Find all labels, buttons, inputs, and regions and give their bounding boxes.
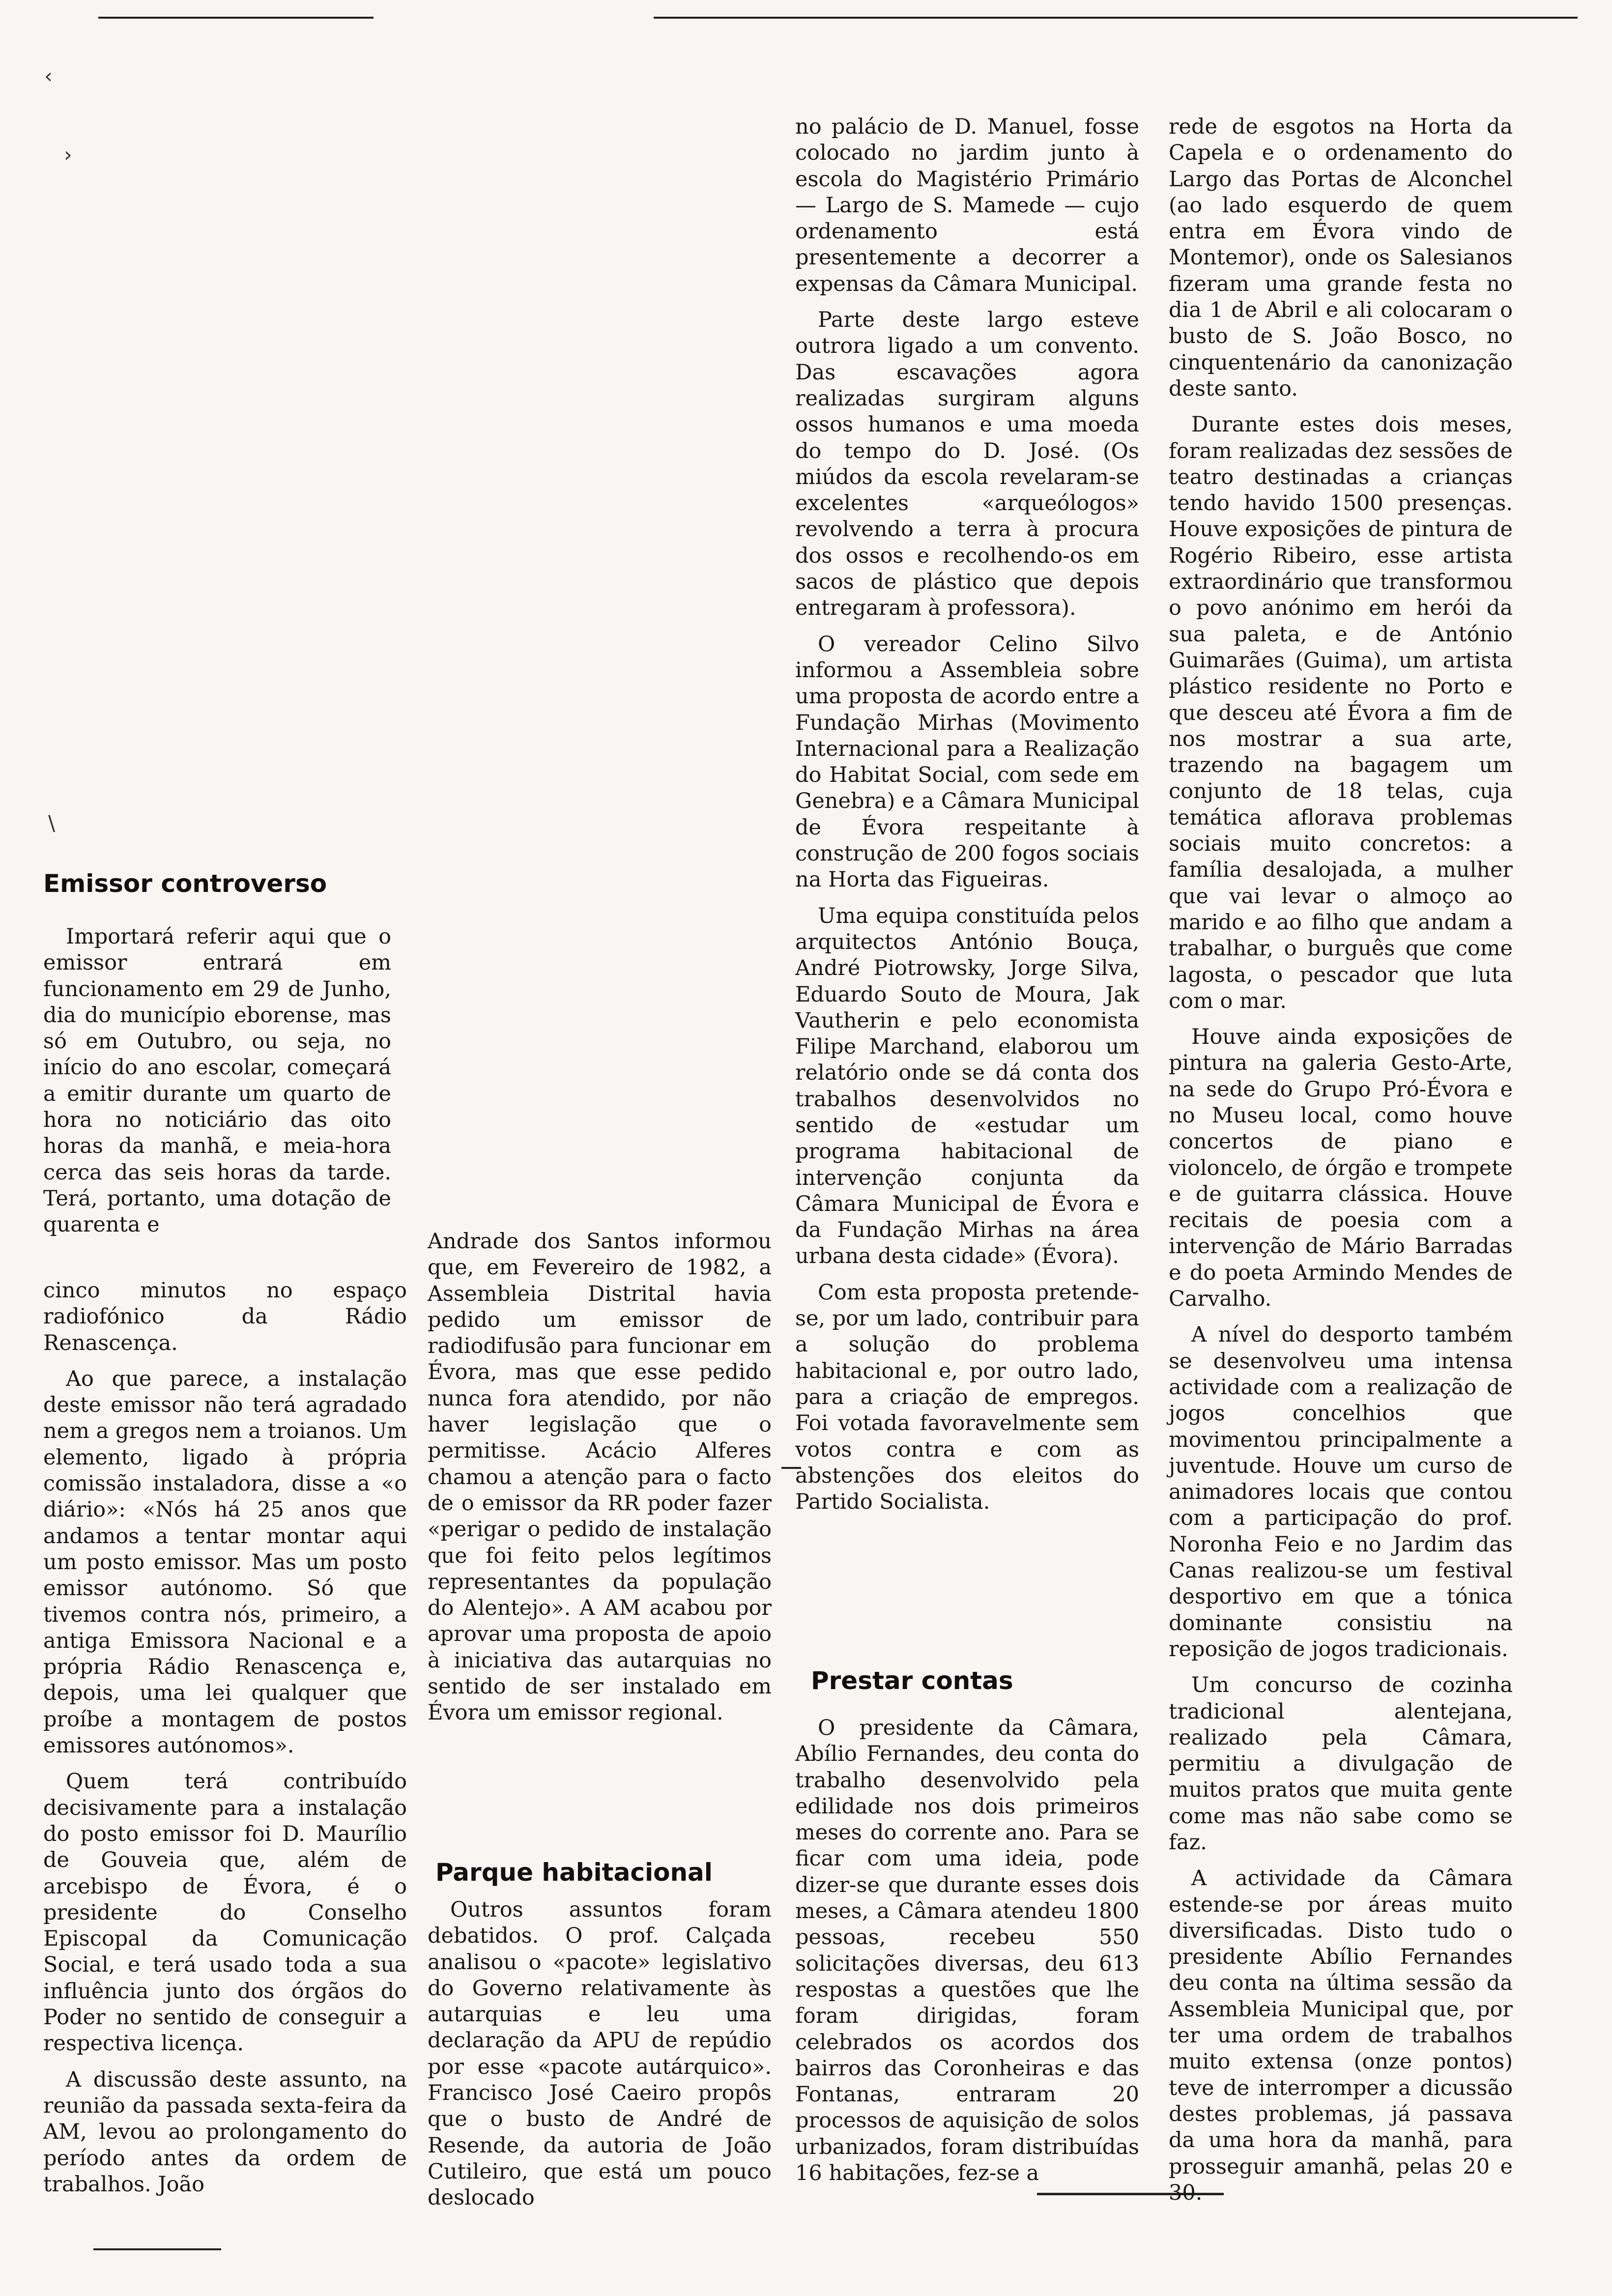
column-2-bottom — [428, 1897, 772, 2221]
paragraph: Houve ainda exposições de pintura na galeria Gesto-Arte, na sede do Grupo Pró-Évora e no Museu local, como houve concertos de piano e violoncelo, de órgão e trompete e de guitarra clássica. Houve recitais de poesia com a intervenção de Mário Barradas e do poeta Armindo Mendes de Carvalho. — [1169, 1025, 1513, 1312]
paragraph: Uma equipa constituída pelos arquitectos António Bouça, André Piotrowsky, Jorge Silva, Eduardo Souto de Moura, Jak Vautherin e pelo economista Filipe Marchand, elaborou um relatório onde se dá conta dos trabalhos desenvolvidos no sentido de «estudar um programa habitacional de intervenção conjunta da Câmara Municipal de Évora e da Fundação Mirhas na área urbana desta cidade» (Évora). — [795, 903, 1139, 1269]
paragraph: O vereador Celino Silvo informou a Assembleia sobre uma proposta de acordo entre a Fundação Mirhas (Movimento Internacional para a Realização do Habitat Social, com sede em Genebra) e a Câmara Municipal de Évora respeitante à construção de 200 fogos sociais na Horta das Figueiras. — [795, 631, 1139, 892]
margin-mark: \ — [48, 811, 56, 835]
paragraph: A actividade da Câmara estende-se por áreas muito diversificadas. Disto tudo o presidente Abílio Fernandes deu conta na última sessão da Assembleia Municipal que, por ter uma ordem de trabalhos muito extensa (onze pontos) teve de interromper a dicussão destes problemas, já passava da uma hora da manhã, para prosseguir amanhã, pelas 20 e 30. — [1169, 1866, 1513, 2205]
margin-mark: ‹ — [44, 64, 53, 88]
paragraph: A discussão deste assunto, na reunião da passada sexta-feira da AM, levou ao prolongamento do período antes da ordem de trabalhos. João — [43, 2067, 407, 2197]
column-3-top — [795, 114, 1139, 1525]
bottom-rule-left — [93, 2248, 221, 2250]
column-1-top — [43, 924, 391, 1248]
column-3-bottom — [795, 1715, 1139, 2196]
heading-prestar-contas: Prestar contas — [811, 1666, 1013, 1695]
heading-parque-habitacional: Parque habitacional — [435, 1858, 713, 1887]
paragraph: rede de esgotos na Horta da Capela e o ordenamento do Largo das Portas de Alconchel (ao lado esquerdo de quem entra em Évora vindo de Montemor), onde os Salesianos fizeram uma grande festa no dia 1 de Abril e ali colocaram o busto de S. João Bosco, no cinquentenário da canonização deste santo. — [1169, 115, 1513, 401]
margin-mark: › — [64, 143, 72, 167]
paragraph: Com esta proposta pretende-se, por um lado, contribuir para a solução do problema habitacional e, por outro lado, para a criação de empregos. Foi votada favoravelmente sem votos contra e com as abstenções dos eleitos do Partido Socialista. — [795, 1280, 1139, 1515]
paragraph: no palácio de D. Manuel, fosse colocado no jardim junto à escola do Magistério Primário — Largo de S. Mamede — cujo ordenamento está presentemente a decorrer a expensas da Câmara Municipal. — [795, 115, 1139, 296]
top-rule-right — [654, 17, 1578, 19]
paragraph: Parte deste largo esteve outrora ligado a um convento. Das escavações agora realizadas surgiram alguns ossos humanos e uma moeda do tempo do D. José. (Os miúdos da escola revelaram-se excelentes «arqueólogos» revolvendo a terra à procura dos ossos e recolhendo-os em sacos de plástico que depois entregaram à professora). — [795, 308, 1139, 621]
paragraph: O presidente da Câmara, Abílio Fernandes, deu conta do trabalho desenvolvido pela edilidade nos dois primeiros meses do corrente ano. Para se ficar com uma ideia, pode dizer-se que durante esses dois meses, a Câmara atendeu 1800 pessoas, recebeu 550 solicitações diversas, deu 613 respostas a questões que lhe foram dirigidas, foram celebrados os acordos dos bairros das Coronheiras e das Fontanas, entraram 20 processos de aquisição de solos urbanizados, foram distribuídas 16 habitações, fez-se a — [795, 1716, 1139, 2186]
heading-emissor-controverso: Emissor controverso — [43, 869, 327, 898]
column-1-bottom — [43, 1278, 407, 2208]
paragraph: Durante estes dois meses, foram realizadas dez sessões de teatro destinadas a crianças tendo havido 1500 presenças. Houve exposições de pintura de Rogério Ribeiro, esse artista extraordinário que transformou o povo anónimo em herói da sua paleta, e de António Guimarães (Guima), um artista plástico residente no Porto e que desceu até Évora a fim de nos mostrar a sua arte, trazendo na bagagem um conjunto de 18 telas, cuja temática aflorava problemas sociais muito concretos: a família desalojada, a mulher que vai levar o almoço ao marido e ao filho que andam a trabalhar, o burguês que come lagosta, o pescador que luta com o mar. — [1169, 412, 1513, 1013]
column-2-top — [428, 1229, 772, 1736]
paragraph: Um concurso de cozinha tradicional alentejana, realizado pela Câmara, permitiu a divulgação de muitos pratos que muita gente come mas não sabe como se faz. — [1169, 1673, 1513, 1855]
top-rule-left — [98, 17, 374, 19]
paragraph: Importará referir aqui que o emissor entrará em funcionamento em 29 de Junho, dia do município eborense, mas só em Outubro, ou seja, no início do ano escolar, começará a emitir durante um quarto de hora no noticiário das oito horas da manhã, e meia-hora cerca das seis horas da tarde. Terá, portanto, uma dotação de quarenta e — [43, 924, 391, 1237]
paragraph: Andrade dos Santos informou que, em Fevereiro de 1982, a Assembleia Distrital havia pedido um emissor de radiodifusão para funcionar em Évora, mas que esse pedido nunca fora atendido, por não haver legislação que o permitisse. Acácio Alferes chamou a atenção para o facto de o emissor da RR poder fazer «perigar o pedido de instalação que foi feito pelos legítimos representantes da população do Alentejo». A AM acabou por aprovar uma proposta de apoio à iniciativa das autarquias no sentido de ser instalado em Évora um emissor regional. — [428, 1229, 772, 1725]
paragraph: A nível do desporto também se desenvolveu uma intensa actividade com a realização de jogos concelhios que movimentou principalmente a juventude. Houve um curso de animadores locais que contou com a participação do prof. Noronha Feio e no Jardim das Canas realizou-se um festival desportivo em que a tónica dominante consistiu na reposição de jogos tradicionais. — [1169, 1322, 1513, 1662]
paragraph: Quem terá contribuído decisivamente para a instalação do posto emissor foi D. Maurílio de Gouveia que, além de arcebispo de Évora, é o presidente do Conselho Episcopal da Comunicação Social, e terá usado toda a sua influência junto dos órgãos do Poder no sentido de conseguir a respectiva licença. — [43, 1769, 407, 2056]
paragraph: Ao que parece, a instalação deste emissor não terá agradado nem a gregos nem a troianos. Um elemento, ligado à própria comissão instaladora, disse a «o diário»: «Nós há 25 anos que andamos a tentar montar aqui um posto emissor. Mas um posto emissor autónomo. Só que tivemos contra nós, primeiro, a antiga Emissora Nacional e a própria Rádio Renascença e, depois, uma lei qualquer que proíbe a montagem de postos emissores autónomos». — [43, 1366, 407, 1758]
paragraph: cinco minutos no espaço radiofónico da Rádio Renascença. — [43, 1278, 407, 1355]
paragraph: Outros assuntos foram debatidos. O prof. Calçada analisou o «pacote» legislativo do Governo relativamente às autarquias e leu uma declaração da APU de repúdio por esse «pacote autárquico». Francisco José Caeiro propôs que o busto de André de Resende, da autoria de João Cutileiro, que está um pouco deslocado — [428, 1897, 772, 2210]
column-4 — [1169, 114, 1513, 2216]
